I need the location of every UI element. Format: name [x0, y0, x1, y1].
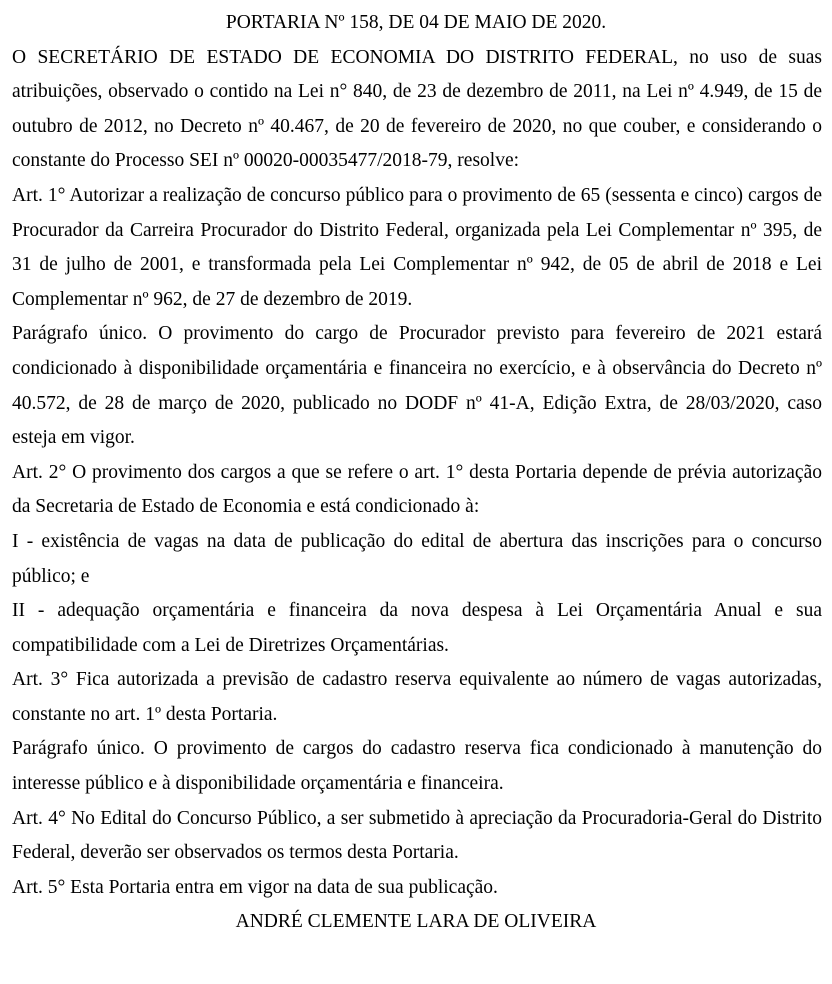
- article-5-paragraph: Art. 5° Esta Portaria entra em vigor na data de sua publicação.: [12, 876, 498, 898]
- preamble-paragraph: O SECRETÁRIO DE ESTADO DE ECONOMIA DO DISTRITO FEDERAL, no uso de suas atribuições, observado o contido na Lei n° 840, de 23 de dezembro de 2011, na Lei nº 4.949, de 15 de outubro de 2012, no Decreto nº 40.467, de 20 de fevereiro de 2020, no que couber, e considerando o constante do Processo SEI nº 00020-00035477/2018-79, resolve:: [12, 46, 822, 172]
- signature: ANDRÉ CLEMENTE LARA DE OLIVEIRA: [235, 911, 597, 933]
- article-2-item-i: I - existência de vagas na data de publicação do edital de abertura das inscrições para o concurso público; e: [12, 530, 822, 587]
- article-3-paragraph: Art. 3° Fica autorizada a previsão de cadastro reserva equivalente ao número de vagas autorizadas, constante no art. 1º desta Portaria.: [12, 669, 822, 725]
- document-page: [12, 6, 822, 940]
- article-1-sole-paragraph: Parágrafo único. O provimento do cargo de Procurador previsto para fevereiro de 2021 estará condicionado à disponibilidade orçamentária e financeira no exercício, e à observância do Decreto nº 40.572, de 28 de março de 2020, publicado no DODF nº 41-A, Edição Extra, de 28/03/2020, caso esteja em vigor.: [12, 323, 822, 449]
- article-4-paragraph: Art. 4° No Edital do Concurso Público, a ser submetido à apreciação da Procuradoria-Geral do Distrito Federal, deverão ser observados os termos desta Portaria.: [12, 807, 822, 864]
- article-3-sole-paragraph: Parágrafo único. O provimento de cargos do cadastro reserva fica condicionado à manutenção do interesse público e à disponibilidade orçamentária e financeira.: [12, 738, 822, 795]
- article-2-paragraph: Art. 2° O provimento dos cargos a que se refere o art. 1° desta Portaria depende de prévia autorização da Secretaria de Estado de Economia e está condicionado à:: [12, 461, 822, 518]
- article-1-paragraph: Art. 1° Autorizar a realização de concurso público para o provimento de 65 (sessenta e cinco) cargos de Procurador da Carreira Procurador do Distrito Federal, organizada pela Lei Complementar nº 395, de 31 de julho de 2001, e transformada pela Lei Complementar nº 942, de 05 de abril de 2018 e Lei Complementar nº 962, de 27 de dezembro de 2019.: [12, 184, 822, 310]
- document-title: PORTARIA Nº 158, DE 04 DE MAIO DE 2020.: [225, 12, 607, 33]
- article-2-item-ii: II - adequação orçamentária e financeira da nova despesa à Lei Orçamentária Anual e sua compatibilidade com a Lei de Diretrizes Orçamentárias.: [12, 600, 822, 656]
